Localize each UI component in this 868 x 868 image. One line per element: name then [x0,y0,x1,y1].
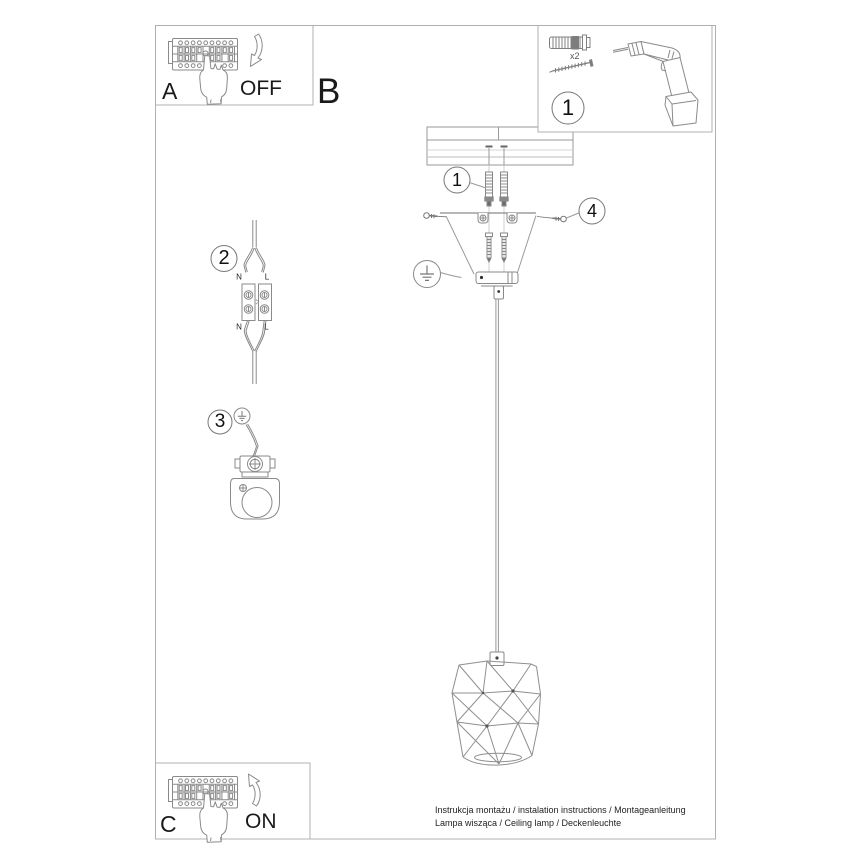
callout-number-side-screws: 4 [586,200,597,221]
footer-product-line: Lampa wisząca / Ceiling lamp / Deckenleuchte [435,818,622,828]
wire-label-neutral-top: N [236,272,242,282]
step-a-action-label: OFF [240,77,282,100]
ceiling-drawing [427,127,573,165]
wall-anchor-icon [550,35,591,50]
ground-symbol-icon [414,261,462,288]
callout-number-tools: 1 [561,95,575,120]
callout-number-connector: 2 [218,247,230,269]
wire-label-neutral-bottom: N [236,322,242,332]
mounting-assembly-drawing [414,165,606,652]
canopy-drawing [476,272,518,299]
quantity-label: x2 [570,51,580,61]
step-b-letter: B [317,72,341,111]
terminal-block-drawing [242,220,272,384]
callout-number-anchors: 1 [451,169,462,190]
step-c-action-label: ON [245,810,277,833]
pendant-lamp-drawing [452,652,541,765]
ground-clamp-drawing [231,408,280,519]
step-a-letter: A [162,78,178,104]
wire-label-live-bottom: L [264,322,269,331]
footer-title-line: Instrukcja montażu / instalation instructions / Montageanleitung [435,805,686,815]
callout-number-ground: 3 [214,411,226,432]
step-c-letter: C [160,811,177,837]
cable-line [496,299,499,652]
wire-label-live-top: L [264,272,270,281]
